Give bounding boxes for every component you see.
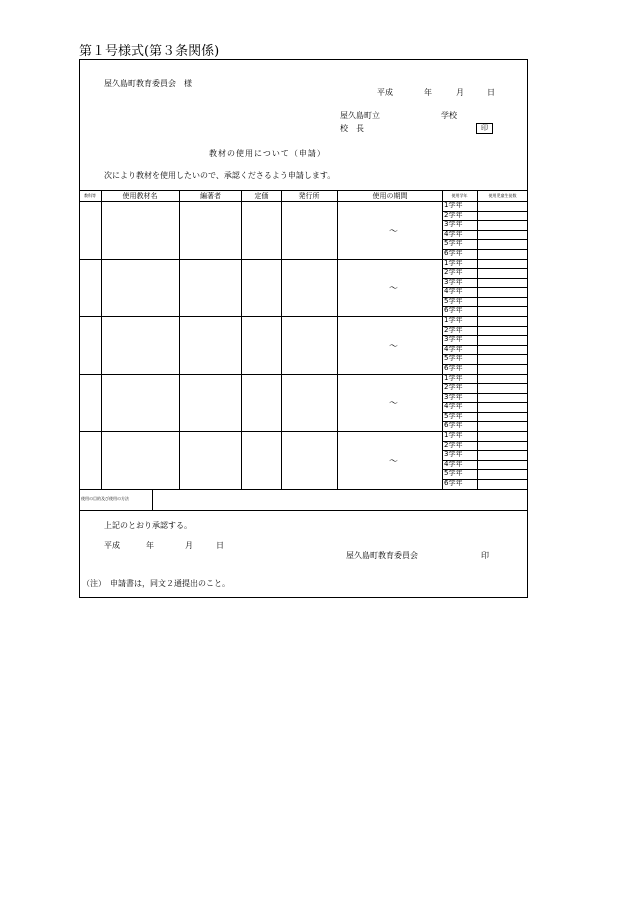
date-month: 月 [456,88,464,97]
grade-label: 2学年 [444,326,463,334]
grade-label: 6学年 [444,479,463,487]
grade-label: 3学年 [444,335,463,343]
approval-year: 年 [146,541,154,550]
grade-label: 6学年 [444,421,463,429]
grade-label: 5学年 [444,297,463,305]
grade-label: 1学年 [444,201,463,209]
grade-label: 1学年 [444,431,463,439]
date-year: 年 [424,88,432,97]
approval-text: 上記のとおり承認する。 [104,521,192,530]
seal-box: 印 [476,123,493,134]
footnote: （注） 申請書は，同文２通提出のこと。 [82,579,230,588]
grade-label: 6学年 [444,249,463,257]
grade-label: 5学年 [444,239,463,247]
form-title: 第１号様式(第３条関係) [79,44,220,59]
purpose-divider [152,489,153,510]
column-rule [281,190,282,489]
grade-label: 3学年 [444,450,463,458]
group-rule [79,489,528,490]
header-author: 編著者 [200,192,221,200]
period-tilde: ～ [389,342,399,352]
grade-label: 4学年 [444,460,463,468]
header-student-count: 使用児童生徒数 [488,193,517,198]
header-publisher: 発行所 [298,192,320,200]
header-period: 使用の期間 [372,192,408,200]
grade-label: 4学年 [444,345,463,353]
table-top-rule [79,190,528,191]
grade-label: 2学年 [444,268,463,276]
grade-label: 1学年 [444,374,463,382]
column-rule [101,190,102,489]
purpose-label: 使用の目的及び使用の方法 [81,496,129,501]
period-tilde: ～ [389,399,399,409]
grade-label: 1学年 [444,259,463,267]
grade-label: 6学年 [444,364,463,372]
grade-label: 5学年 [444,354,463,362]
date-era: 平成 [377,88,393,97]
approval-board: 屋久島町教育委員会 [346,551,418,560]
header-material: 使用教材名 [122,192,158,200]
header-price: 定価 [254,192,269,200]
grade-label: 2学年 [444,383,463,391]
grade-label: 3学年 [444,220,463,228]
column-rule [477,190,478,489]
period-tilde: ～ [389,284,399,294]
grade-label: 4学年 [444,287,463,295]
request-text: 次により教材を使用したいので、承認くださるよう申請します。 [104,171,336,180]
period-tilde: ～ [389,227,399,237]
grade-label: 3学年 [444,393,463,401]
grade-label: 4学年 [444,230,463,238]
grade-label: 5学年 [444,469,463,477]
column-rule [241,190,242,489]
column-rule [337,190,338,489]
header-subject: 教科等 [84,193,96,198]
grade-label: 3学年 [444,278,463,286]
grade-label: 4学年 [444,402,463,410]
principal-label: 校 長 [340,124,364,133]
column-rule [179,190,180,489]
approval-era: 平成 [104,541,120,550]
approval-month: 月 [185,541,193,550]
grade-label: 6学年 [444,306,463,314]
grade-label: 2学年 [444,211,463,219]
grade-label: 1学年 [444,316,463,324]
grade-label: 2学年 [444,441,463,449]
period-tilde: ～ [389,457,399,467]
header-grade: 使用学年 [451,193,468,198]
approval-seal: 印 [481,551,489,560]
addressee: 屋久島町教育委員会 様 [104,79,192,88]
school-label: 屋久島町立 [340,111,380,120]
date-day: 日 [487,88,495,97]
approval-day: 日 [216,541,224,550]
purpose-bottom-rule [79,510,528,511]
school-suffix: 学校 [441,111,457,120]
column-rule [442,190,443,489]
grade-label: 5学年 [444,412,463,420]
subject-title: 教材の使用について（申請） [209,149,326,158]
